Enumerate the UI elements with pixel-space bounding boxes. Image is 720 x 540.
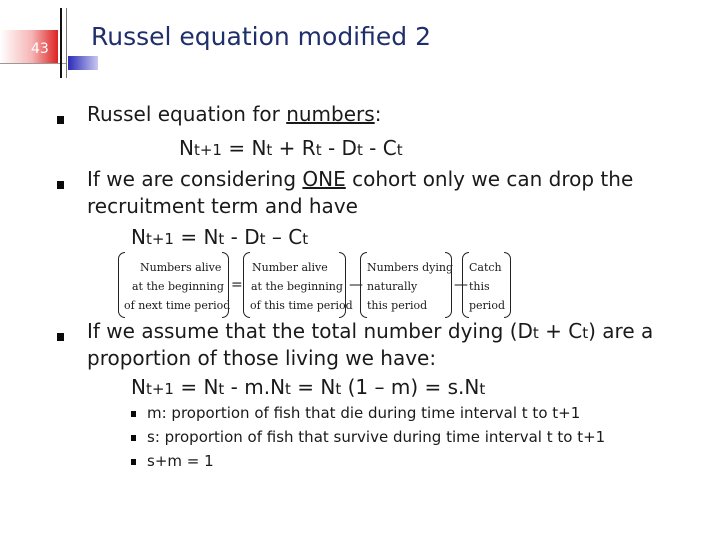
word-term-3-line-3: this period: [367, 299, 428, 312]
equation-cohort-model: Nt+1 = Nt - Dt – Ct: [131, 225, 309, 249]
word-term-3-line-1: Numbers dying: [367, 261, 453, 274]
header-vertical-line: [60, 8, 62, 78]
word-equation-diagram: [118, 252, 512, 318]
word-term-4-line-3: period: [469, 299, 505, 312]
bullet-1-text: Russel equation for numbers:: [87, 102, 382, 126]
bracket-right: [222, 252, 229, 318]
equation-full-model: Nt+1 = Nt + Rt - Dt - Ct: [179, 136, 403, 160]
word-operator-minus: —: [349, 277, 363, 293]
bracket-right: [504, 252, 511, 318]
sub-bullet-2-text: s: proportion of fish that survive during time interval t to t+1: [147, 428, 606, 446]
word-term-3-line-2: naturally: [367, 280, 418, 293]
word-term-2-line-3: of this time period: [250, 299, 353, 312]
bracket-left: [243, 252, 250, 318]
word-term-2-line-2: at the beginning: [251, 280, 343, 293]
header-blue-bar: [68, 56, 98, 70]
sub-bullet-square-icon: [131, 435, 136, 441]
equation-proportion-model: Nt+1 = Nt - m.Nt = Nt (1 – m) = s.Nt: [131, 375, 486, 399]
bullet-square-icon: [57, 333, 64, 341]
bullet-3-line-2: proportion of those living we have:: [87, 346, 437, 370]
word-term-4-line-2: this: [469, 280, 490, 293]
header-divider-line: [0, 63, 66, 64]
sub-bullet-square-icon: [131, 411, 136, 417]
bullet-square-icon: [57, 181, 64, 189]
word-term-2-line-1: Number alive: [252, 261, 328, 274]
word-operator-equals: =: [231, 277, 243, 293]
bullet-2-line-2: recruitment term and have: [87, 194, 358, 218]
sub-bullet-3-text: s+m = 1: [147, 452, 214, 470]
word-term-1-line-2: at the beginning: [132, 280, 224, 293]
bullet-square-icon: [57, 116, 64, 124]
word-operator-minus: —: [454, 277, 468, 293]
bracket-left: [462, 252, 469, 318]
word-term-1-line-3: of next time period: [124, 299, 231, 312]
word-term-4-line-1: Catch: [469, 261, 502, 274]
sub-bullet-1-text: m: proportion of fish that die during time interval t to t+1: [147, 404, 581, 422]
word-term-1-line-1: Numbers alive: [140, 261, 222, 274]
slide-number: 43: [31, 41, 49, 57]
bracket-right: [445, 252, 452, 318]
bracket-right: [339, 252, 346, 318]
bullet-2-line-1: If we are considering ONE cohort only we can drop the: [87, 167, 634, 191]
bracket-left: [360, 252, 367, 318]
sub-bullet-square-icon: [131, 459, 136, 465]
slide-title: Russel equation modified 2: [91, 22, 431, 51]
header-gradient-bar: [0, 30, 58, 64]
bullet-3-line-1: If we assume that the total number dying (Dt + Ct) are a: [87, 319, 654, 343]
header-vertical-line-thin: [66, 8, 67, 78]
